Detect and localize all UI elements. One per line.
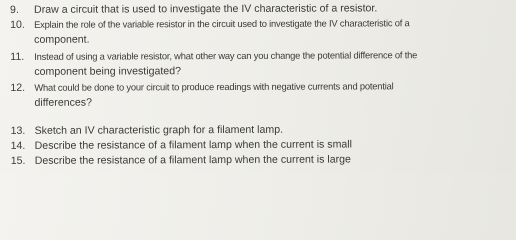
question-text: What could be done to your circuit to produce readings with negative currents and potential [34, 80, 394, 93]
question-text: Instead of using a variable resistor, what other way can you change the potential difference of the [34, 49, 418, 62]
question-text: Describe the resistance of a filament lamp when the current is small [34, 138, 353, 152]
question-14 [11, 138, 352, 151]
question-text: Describe the resistance of a filament lamp when the current is large [34, 153, 351, 167]
question-10 [10, 17, 409, 31]
question-number: 14. [10, 139, 26, 152]
question-11 [10, 49, 417, 63]
question-12-continuation: differences? [34, 96, 93, 109]
question-number: 9. [10, 3, 19, 16]
question-10-continuation: component. [34, 33, 90, 46]
question-number: 13. [10, 124, 26, 137]
question-text: Explain the role of the variable resistor in the circuit used to investigate the IV characteristic of a [34, 17, 410, 30]
question-13 [11, 124, 284, 137]
question-text: Draw a circuit that is used to investigate the IV characteristic of a resistor. [34, 2, 378, 16]
question-number: 12. [10, 81, 26, 94]
question-11-continuation: component being investigated? [34, 65, 181, 78]
question-number: 15. [10, 154, 26, 167]
question-number: 10. [10, 18, 25, 31]
question-15 [11, 153, 351, 166]
question-12 [10, 80, 393, 94]
question-text: Sketch an IV characteristic graph for a filament lamp. [34, 123, 284, 137]
question-number: 11. [10, 50, 25, 63]
question-9 [10, 2, 377, 16]
